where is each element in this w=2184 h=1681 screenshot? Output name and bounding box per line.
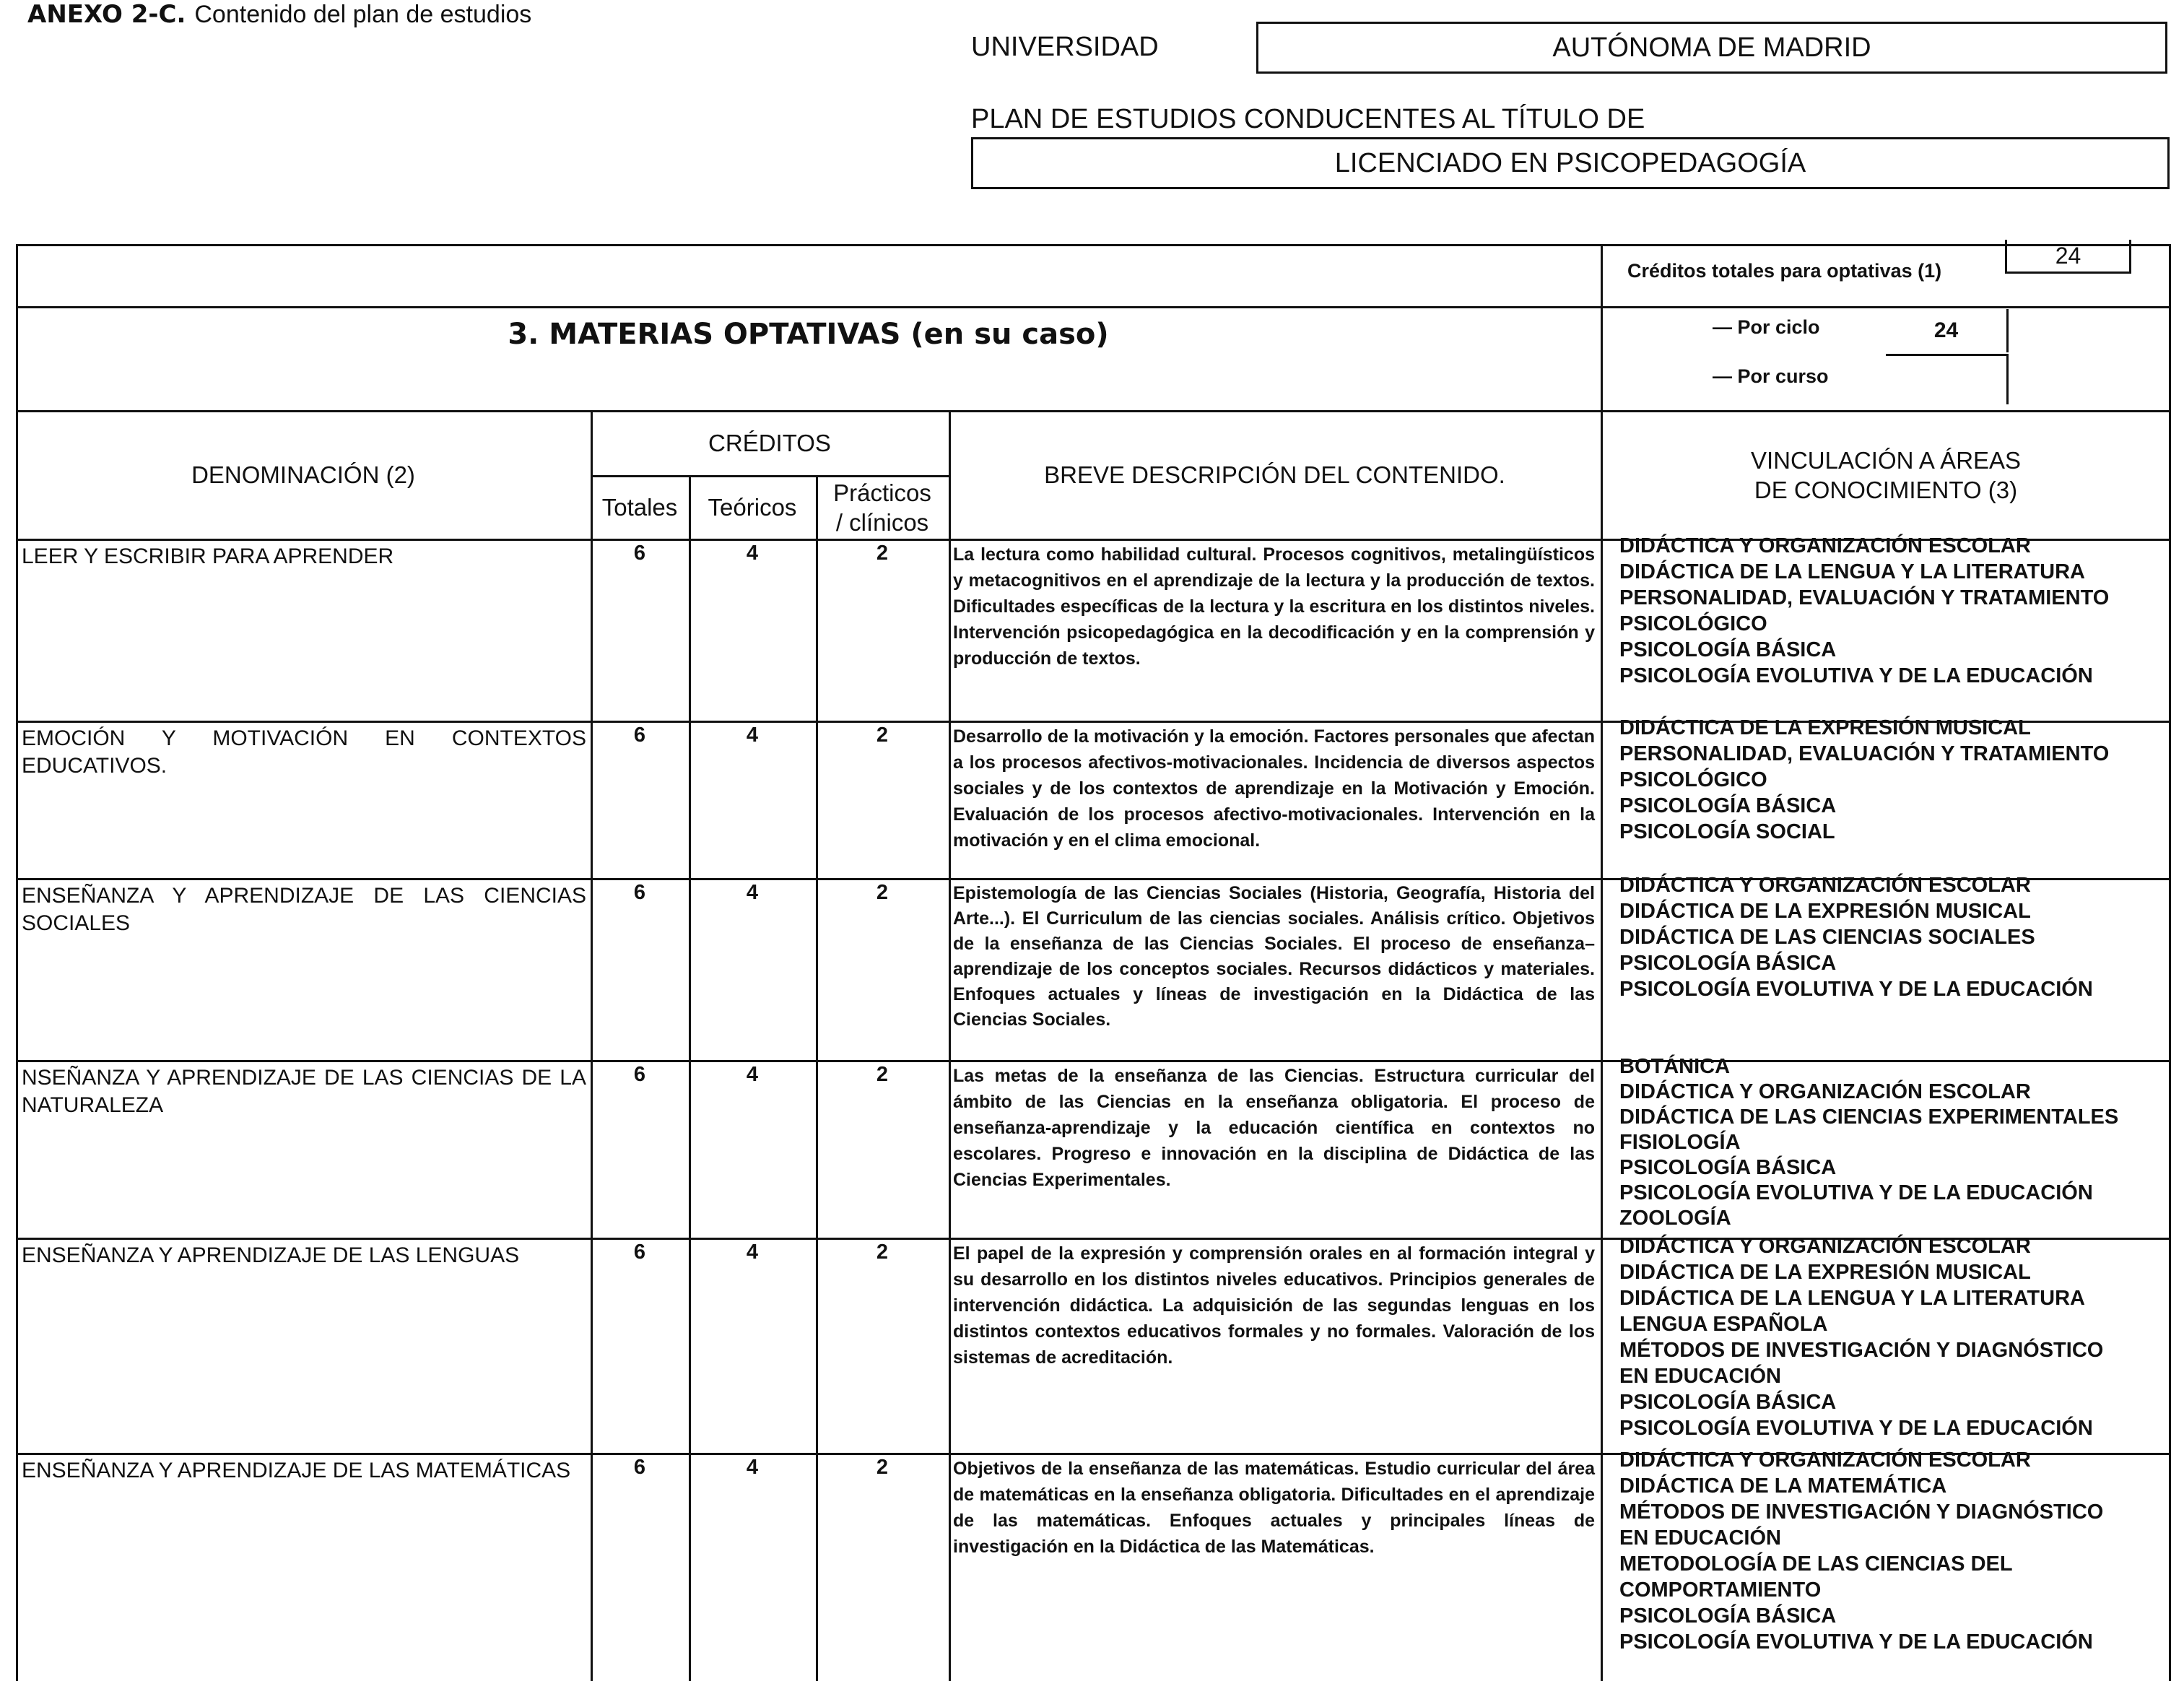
area-item: DIDÁCTICA Y ORGANIZACIÓN ESCOLAR [1619, 534, 2031, 557]
area-item: DIDÁCTICA Y ORGANIZACIÓN ESCOLAR [1619, 1080, 2031, 1103]
practical-header-line2: / clínicos [835, 509, 929, 536]
section-title: 3. MATERIAS OPTATIVAS (en su caso) [508, 318, 1109, 351]
credits-theoretical: 4 [746, 1241, 759, 1264]
table-border-top [16, 244, 2171, 246]
area-item: DIDÁCTICA DE LA EXPRESIÓN MUSICAL [1619, 1261, 2031, 1284]
credits-practical: 2 [876, 542, 889, 565]
credits-totals: 6 [633, 1456, 646, 1479]
optional-subjects-table [16, 244, 2171, 1681]
annex-heading [27, 0, 531, 29]
area-item: DIDÁCTICA DE LA LENGUA Y LA LITERATURA [1619, 1287, 2085, 1310]
area-item: FISIOLOGÍA [1619, 1131, 1741, 1154]
area-item: PSICOLOGÍA BÁSICA [1619, 1391, 1837, 1414]
area-item: EN EDUCACIÓN [1619, 1365, 1781, 1388]
totals-header: Totales [601, 494, 678, 521]
area-item: DIDÁCTICA Y ORGANIZACIÓN ESCOLAR [1619, 1448, 2031, 1472]
credits-practical: 2 [876, 881, 889, 904]
total-optional-credits-label: Créditos totales para optativas (1) [1627, 260, 1942, 282]
subject-description: Objetivos de la enseñanza de las matemáticas. Estudio curricular del área de matemáticas en la enseñanza obligatoria. Dificultades en el aprendizaje de las matemáticas. Enfoques actuales y principales líneas de investigación en la Didáctica de las Matemáticas. [953, 1459, 1595, 1557]
per-cycle-label: — Por ciclo [1713, 316, 1820, 338]
area-item: ZOOLOGÍA [1619, 1207, 1731, 1230]
area-item: DIDÁCTICA DE LA MATEMÁTICA [1619, 1474, 1947, 1498]
denomination-header: DENOMINACIÓN (2) [191, 461, 415, 489]
theoretical-header: Teóricos [708, 494, 797, 521]
areas-header-line1: VINCULACIÓN A ÁREAS [1750, 446, 2022, 474]
area-item: DIDÁCTICA Y ORGANIZACIÓN ESCOLAR [1619, 1235, 2031, 1258]
annex-label: ANEXO 2-C. [27, 0, 186, 29]
area-item: PSICOLOGÍA EVOLUTIVA Y DE LA EDUCACIÓN [1619, 664, 2093, 687]
per-course-label: — Por curso [1713, 365, 1829, 387]
area-item: EN EDUCACIÓN [1619, 1526, 1781, 1550]
area-item: MÉTODOS DE INVESTIGACIÓN Y DIAGNÓSTICO [1619, 1500, 2104, 1524]
areas-header [1601, 412, 2171, 539]
annex-title: Contenido del plan de estudios [194, 1, 532, 28]
subject-name: ENSEÑANZA Y APRENDIZAJE DE LAS LENGUAS [22, 1243, 520, 1267]
knowledge-areas [1601, 1447, 2171, 1655]
area-item: PERSONALIDAD, EVALUACIÓN Y TRATAMIENTO [1619, 586, 2110, 609]
subject-name: ENSEÑANZA Y APRENDIZAJE DE LAS CIENCIAS SOCIALES [22, 884, 586, 935]
knowledge-areas [1601, 872, 2171, 1002]
area-item: PSICOLOGÍA BÁSICA [1619, 638, 1837, 661]
area-item: DIDÁCTICA DE LA EXPRESIÓN MUSICAL [1619, 900, 2031, 923]
credits-theoretical: 4 [746, 1063, 759, 1086]
university-name-box: AUTÓNOMA DE MADRID [1256, 22, 2167, 74]
area-item: LENGUA ESPAÑOLA [1619, 1313, 1828, 1336]
area-item: METODOLOGÍA DE LAS CIENCIAS DEL [1619, 1552, 2013, 1576]
credits-totals: 6 [633, 542, 646, 565]
subject-description: Desarrollo de la motivación y la emoción. Factores personales que afectan a los procesos afectivos-motivacionales. Incidencia de diversos aspectos sociales y de los contextos de aprendizaje en la Motivación y Emoción. Evaluación de los procesos afectivo-motivacionales. Intervención en la motivación y en el clima emocional. [953, 726, 1595, 851]
area-item: DIDÁCTICA DE LAS CIENCIAS EXPERIMENTALES [1619, 1106, 2119, 1129]
practical-header [816, 477, 949, 539]
plan-label: PLAN DE ESTUDIOS CONDUCENTES AL TÍTULO DE [971, 104, 1645, 134]
per-cycle-value: 24 [1886, 309, 2009, 352]
area-item: PSICOLÓGICO [1619, 768, 1767, 791]
area-item: PSICOLOGÍA EVOLUTIVA Y DE LA EDUCACIÓN [1619, 1630, 2093, 1654]
description-header: BREVE DESCRIPCIÓN DEL CONTENIDO. [1044, 461, 1505, 489]
credits-practical: 2 [876, 1063, 889, 1086]
area-item: PSICOLOGÍA BÁSICA [1619, 952, 1837, 975]
table-rule [16, 306, 2171, 308]
credits-totals: 6 [633, 881, 646, 904]
subject-description: La lectura como habilidad cultural. Procesos cognitivos, metalingüísticos y metacognitivos en el aprendizaje de la lectura y la producción de textos. Dificultades específicas de la lectura y la escritura en los distintos niveles. Intervención psicopedagógica en la decodificación y en la comprensión y producción de textos. [953, 544, 1595, 669]
area-item: DIDÁCTICA Y ORGANIZACIÓN ESCOLAR [1619, 874, 2031, 897]
subject-description: Las metas de la enseñanza de las Ciencias. Estructura curricular del ámbito de las Ciencias en la enseñanza obligatoria. El proceso de enseñanza-aprendizaje y la educación científica en contextos no escolares. Progreso e innovación en la disciplina de Didáctica de las Ciencias Experimentales. [953, 1066, 1595, 1190]
credits-totals: 6 [633, 1241, 646, 1264]
subject-name: ENSEÑANZA Y APRENDIZAJE DE LAS MATEMÁTICAS [22, 1459, 571, 1482]
practical-header-line1: Prácticos [833, 479, 931, 506]
credits-theoretical: 4 [746, 1456, 759, 1479]
subject-name: NSEÑANZA Y APRENDIZAJE DE LAS CIENCIAS DE LA NATURALEZA [22, 1066, 586, 1117]
area-item: DIDÁCTICA DE LAS CIENCIAS SOCIALES [1619, 926, 2035, 949]
subject-name: EMOCIÓN Y MOTIVACIÓN EN CONTEXTOS EDUCATIVOS. [22, 726, 586, 778]
credits-header: CRÉDITOS [708, 430, 831, 457]
credits-theoretical: 4 [746, 881, 759, 904]
credits-totals: 6 [633, 1063, 646, 1086]
subject-description: Epistemología de las Ciencias Sociales (Historia, Geografía, Historia del Arte...). El Curriculum de las ciencias sociales. Análisis crítico. Objetivos de la enseñanza de las Ciencias Sociales. El proceso de enseñanza–aprendizaje de los conceptos sociales. Recursos didácticos y materiales. Enfoques actuales y líneas de investigación en la Didáctica de las Ciencias Sociales. [953, 883, 1595, 1030]
areas-header-line2: DE CONOCIMIENTO (3) [1754, 477, 2018, 503]
degree-name-box: LICENCIADO EN PSICOPEDAGOGÍA [971, 137, 2170, 189]
area-item: COMPORTAMIENTO [1619, 1578, 1822, 1602]
area-item: PSICOLOGÍA BÁSICA [1619, 794, 1837, 817]
credits-practical: 2 [876, 1456, 889, 1479]
area-item: PSICOLOGÍA EVOLUTIVA Y DE LA EDUCACIÓN [1619, 978, 2093, 1001]
area-item: PSICOLOGÍA EVOLUTIVA Y DE LA EDUCACIÓN [1619, 1417, 2093, 1440]
credits-theoretical: 4 [746, 542, 759, 565]
area-item: PSICOLOGÍA BÁSICA [1619, 1156, 1837, 1179]
total-optional-credits-value: 24 [2005, 240, 2131, 274]
area-item: PSICOLOGÍA SOCIAL [1619, 820, 1835, 843]
area-item: PSICOLOGÍA EVOLUTIVA Y DE LA EDUCACIÓN [1619, 1181, 2093, 1204]
credits-practical: 2 [876, 724, 889, 747]
area-item: PSICOLÓGICO [1619, 612, 1767, 635]
knowledge-areas [1601, 1233, 2171, 1441]
area-item: PERSONALIDAD, EVALUACIÓN Y TRATAMIENTO [1619, 742, 2110, 765]
knowledge-areas [1601, 715, 2171, 845]
credits-theoretical: 4 [746, 724, 759, 747]
subject-name: LEER Y ESCRIBIR PARA APRENDER [22, 544, 394, 568]
subject-description: El papel de la expresión y comprensión orales en al formación integral y su desarrollo en los distintos niveles educativos. Principios generales de intervención didáctica. La adquisición de las segundas lenguas en los distintos contextos educativos formales y no formales. Valoración de los sistemas de acreditación. [953, 1243, 1595, 1368]
area-item: DIDÁCTICA DE LA LENGUA Y LA LITERATURA [1619, 560, 2085, 583]
area-item: PSICOLOGÍA BÁSICA [1619, 1604, 1837, 1628]
area-item: DIDÁCTICA DE LA EXPRESIÓN MUSICAL [1619, 716, 2031, 739]
knowledge-areas [1601, 533, 2171, 689]
per-course-value [1886, 354, 2009, 404]
knowledge-areas [1601, 1054, 2171, 1231]
area-item: MÉTODOS DE INVESTIGACIÓN Y DIAGNÓSTICO [1619, 1339, 2104, 1362]
university-label: UNIVERSIDAD [971, 32, 1159, 62]
credits-column-rule [591, 410, 593, 1681]
area-item: BOTÁNICA [1619, 1055, 1731, 1078]
credits-totals: 6 [633, 724, 646, 747]
credits-practical: 2 [876, 1241, 889, 1264]
